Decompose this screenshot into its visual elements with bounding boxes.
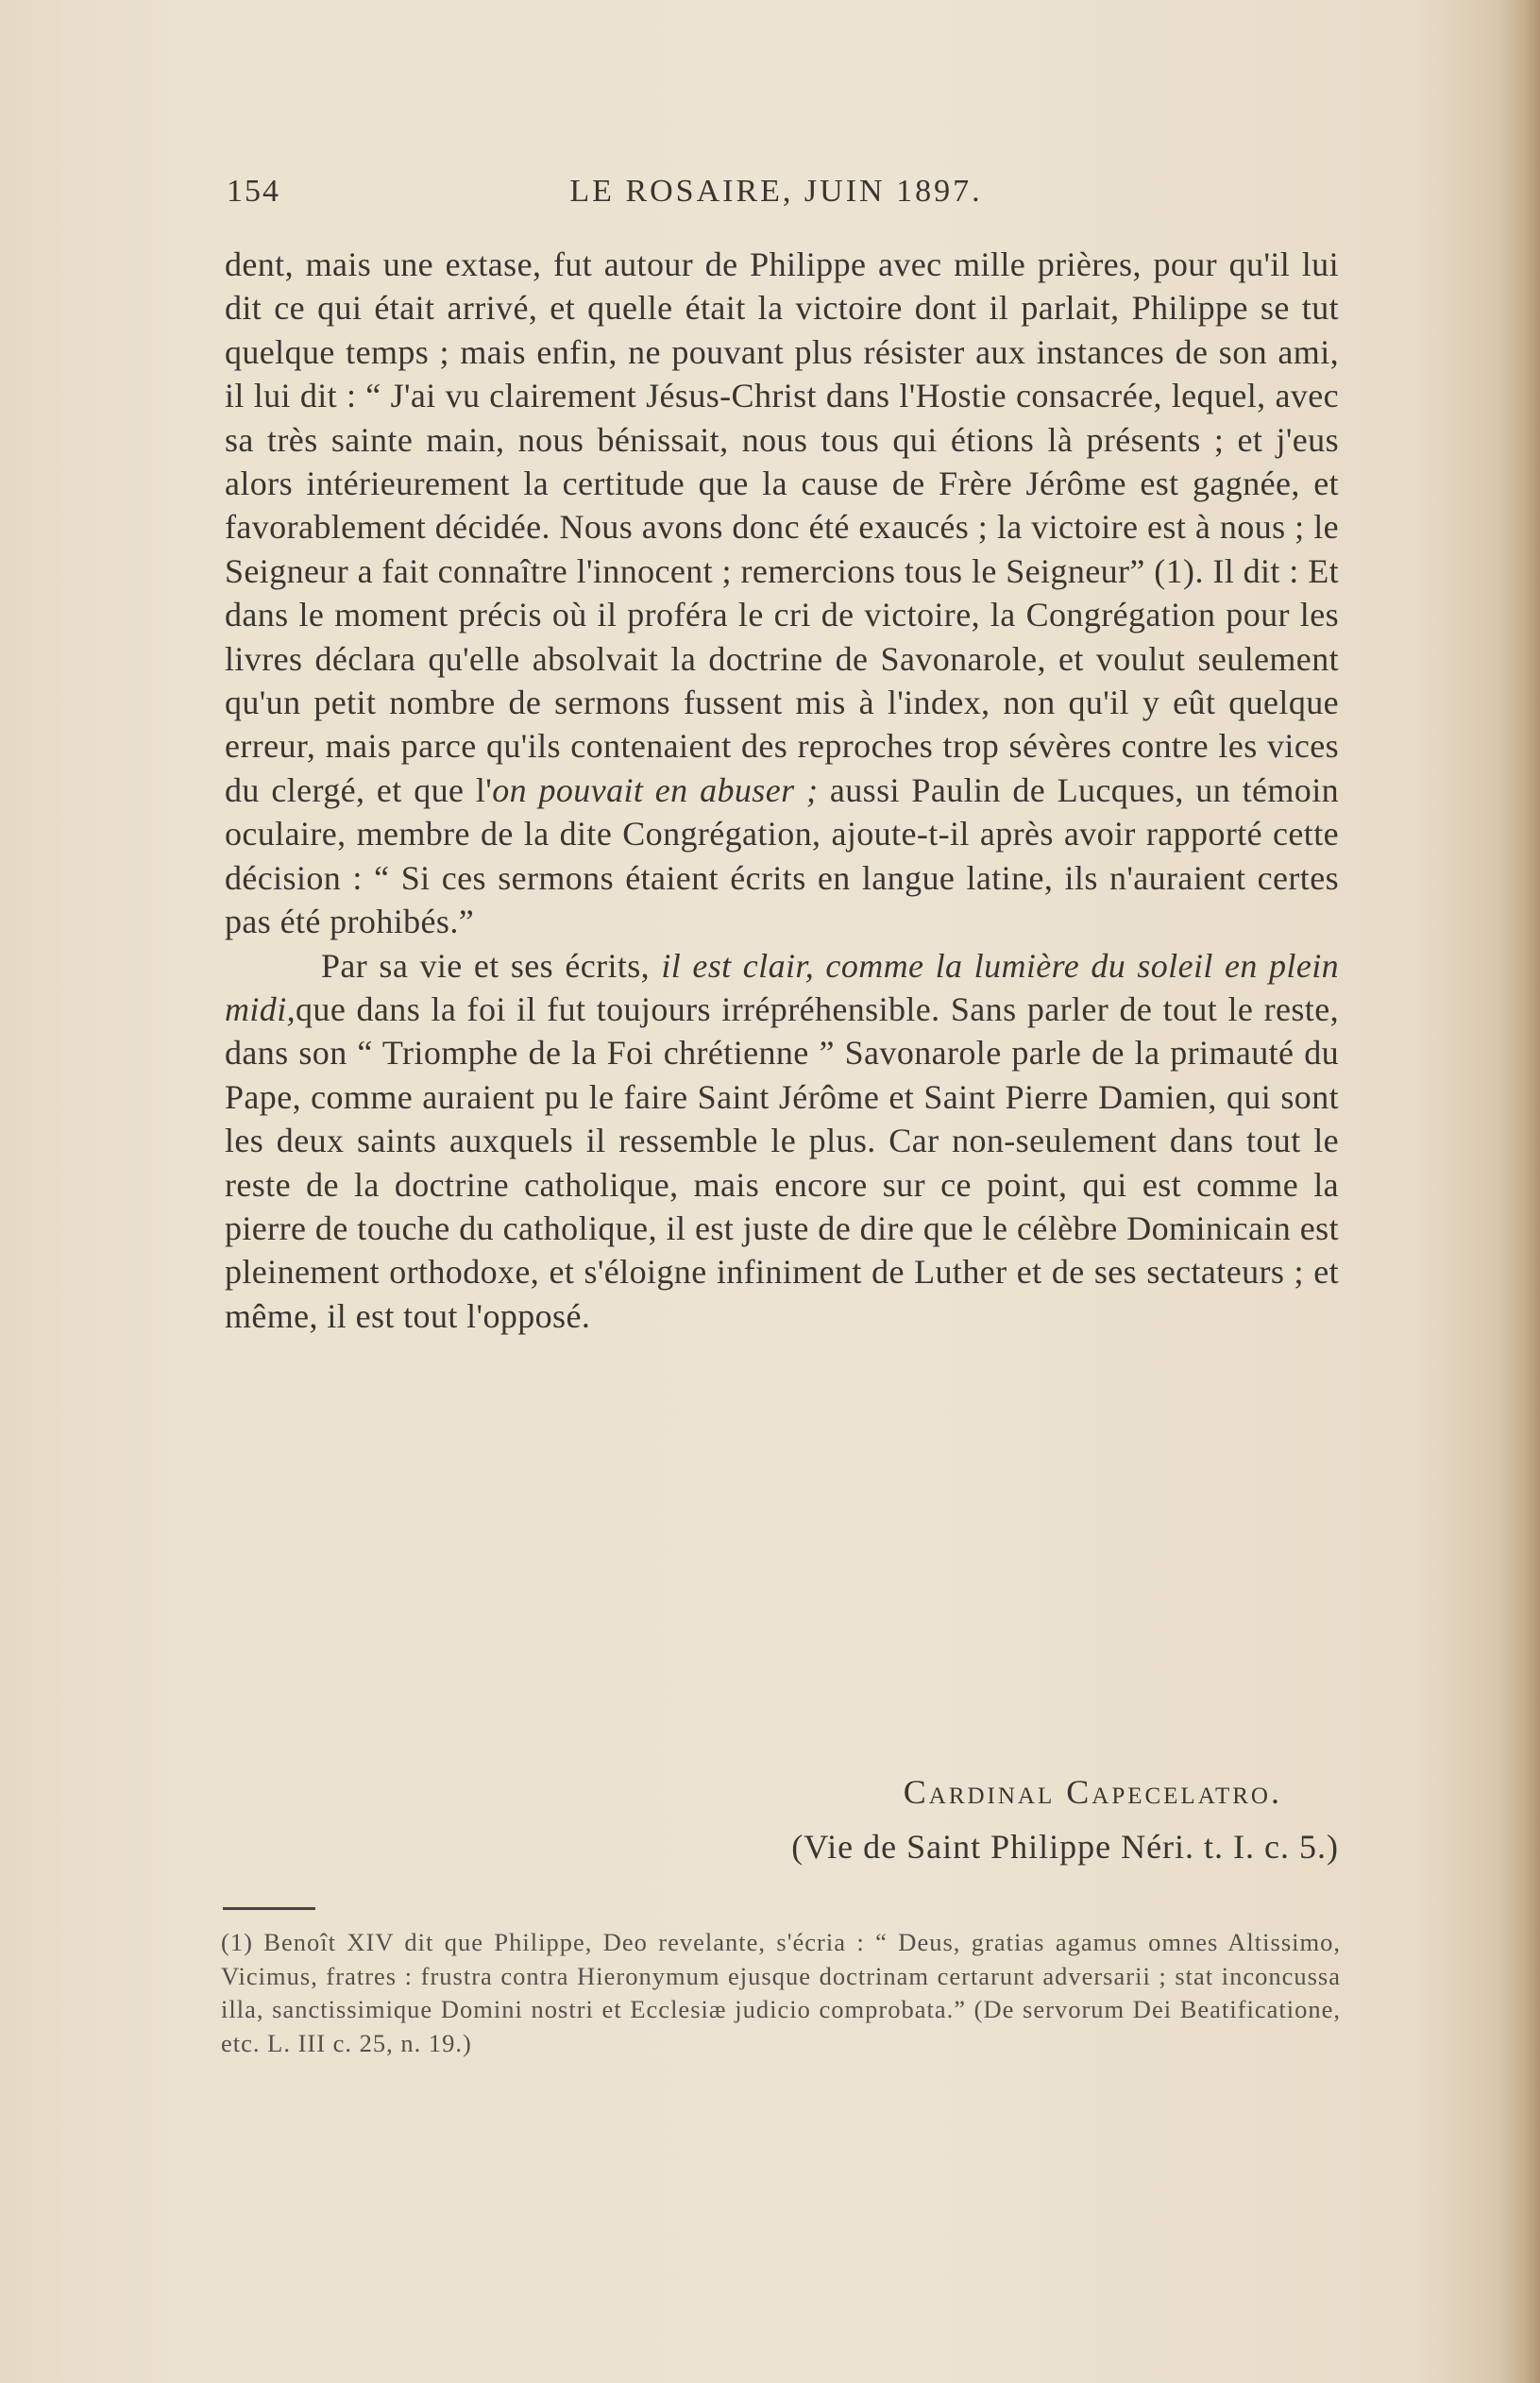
paragraph-1 — [225, 243, 1339, 944]
footnote-text: (1) Benoît XIV dit que Philippe, Deo revelante, s'écria : “ Deus, gratias agamus omnes Altissimo, Vicimus, fratres : frustra contra Hieronymum ejusque doctrinam certarunt adversarii ; stat inconcussa illa, sanctissimique Domini nostri et Ecclesiæ judicio comprobata.” (De servorum Dei Beatificatione, etc. L. III c. 25, n. 19.) — [221, 1928, 1341, 2057]
paragraph-2-italic: il est clair, comme la lumière du soleil en plein midi, — [225, 946, 1340, 1028]
footnote — [221, 1926, 1341, 2060]
paragraph-1-text-a: dent, mais une extase, fut autour de Philippe avec mille prières, pour qu'il lui dit ce qui était arrivé, et quelle était la victoire dont il parlait, Philippe se tut quelque temps ; mais enfin, ne pouvant plus résister aux instances de son ami, il lui dit : “ J'ai vu clairement Jésus-Christ dans l'Hostie consacrée, lequel, avec sa très sainte main, nous bénissait, nous tous qui étions là présents ; et j'eus alors intérieurement la certitude que la cause de Frère Jérôme est gagnée, et favorablement décidée. Nous avons donc été exaucés ; la victoire est à nous ; le Seigneur a fait connaître l'innocent ; remercions tous le Seigneur” (1). Il dit : Et dans le moment précis où il proféra le cri de victoire, la Congrégation pour les livres déclara qu'elle absolvait la doctrine de Savonarole, et voulut seulement qu'un petit nombre de sermons fussent mis à l'index, non qu'il y eût quelque erreur, mais parce qu'ils contenaient des reproches trop sévères contre les vices du clergé, et que l' — [225, 245, 1339, 809]
footnote-divider — [223, 1907, 315, 1910]
paragraph-1-text-b: aussi Paulin de Lucques, un témoin oculaire, membre de la dite Congrégation, ajoute-t-il après avoir rapporté cette décision : “ Si ces sermons étaient écrits en langue latine, ils n'auraient certes pas été prohibés.” — [225, 770, 1339, 941]
main-text — [225, 243, 1339, 1338]
running-title: LE ROSAIRE, JUIN 1897. — [569, 174, 983, 209]
signature-name: Cardinal Capecelatro. — [903, 1773, 1282, 1811]
paragraph-1-italic: on pouvait en abuser ; — [492, 770, 819, 809]
paragraph-2 — [225, 944, 1339, 1339]
running-header — [227, 174, 1326, 211]
page-number: 154 — [227, 174, 280, 209]
paragraph-2-text-b: que dans la foi il fut toujours irrépréhensible. Sans parler de tout le reste, dans son “ Triomphe de la Foi chrétienne ” Savonarole parle de la primauté du Pape, comme auraient pu le faire Saint Jérôme et Saint Pierre Damien, qui sont les deux saints auxquels il ressemble le plus. Car non-seulement dans tout le reste de la doctrine catholique, mais encore sur ce point, qui est comme la pierre de touche du catholique, il est juste de dire que le célèbre Dominicain est pleinement orthodoxe, et s'éloigne infiniment de Luther et de ses sectateurs ; et même, il est tout l'opposé. — [225, 989, 1339, 1335]
signature-source: (Vie de Saint Philippe Néri. t. I. c. 5.) — [791, 1828, 1339, 1866]
signature-block — [661, 1765, 1339, 1874]
page-edge-shadow — [1502, 0, 1540, 2383]
paragraph-2-text-a: Par sa vie et ses écrits, — [321, 946, 662, 985]
